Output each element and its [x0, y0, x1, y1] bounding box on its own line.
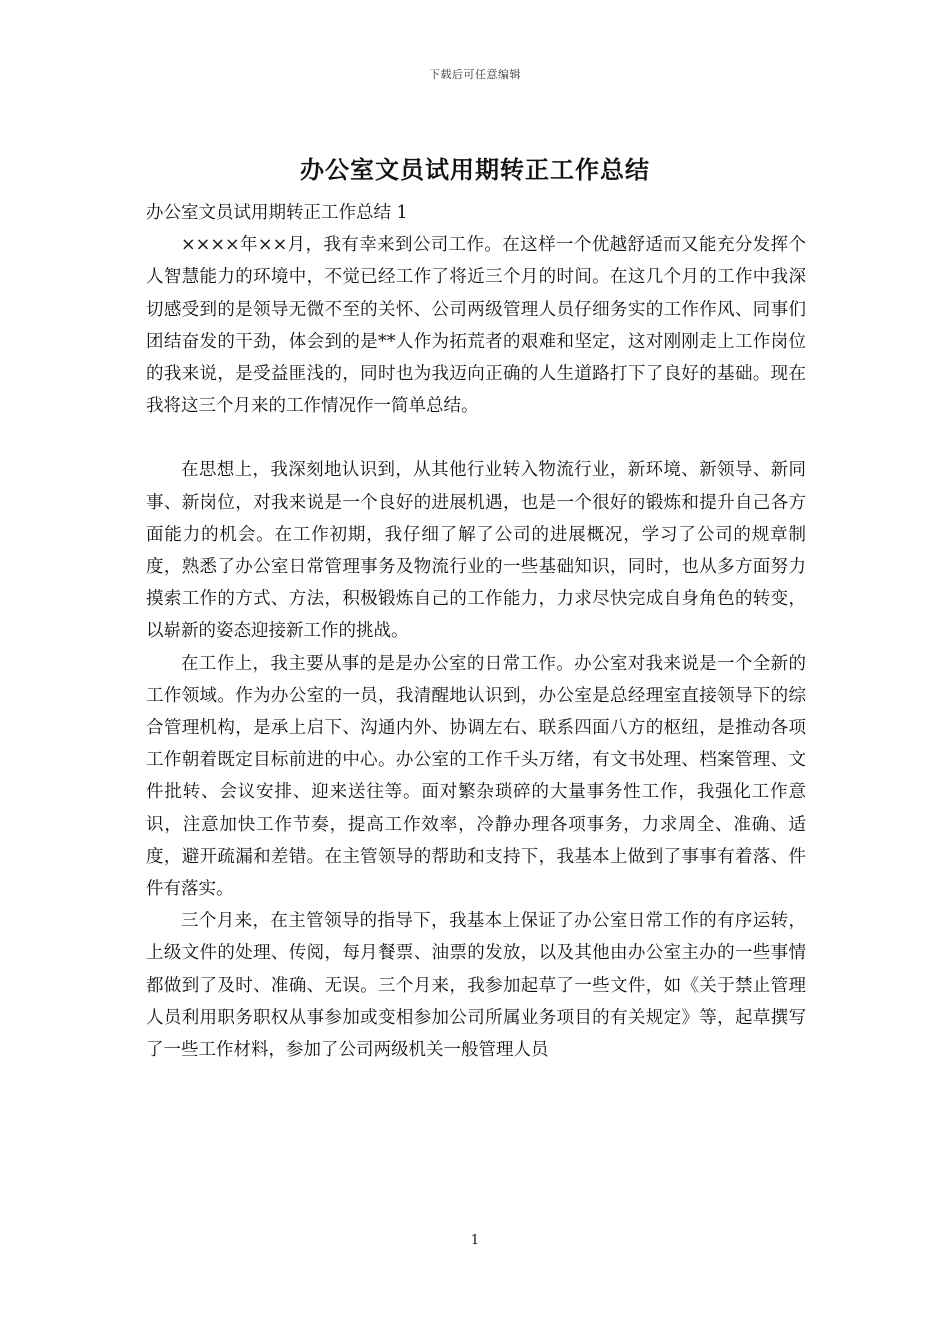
- paragraph-thought: 在思想上，我深刻地认识到，从其他行业转入物流行业，新环境、新领导、新同事、新岗位，对我来说是一个良好的进展机遇，也是一个很好的锻炼和提升自己各方面能力的机会。在工作初期，我仔细了解了公司的进展概况，学习了公司的规章制度，熟悉了办公室日常管理事务及物流行业的一些基础知识，同时，也从多方面努力摸索工作的方式、方法，积极锻炼自己的工作能力，力求尽快完成自身角色的转变，以崭新的姿态迎接新工作的挑战。: [146, 460, 806, 642]
- paragraph-three-months: 三个月来，在主管领导的指导下，我基本上保证了办公室日常工作的有序运转，上级文件的处理、传阅，每月餐票、油票的发放，以及其他由办公室主办的一些事情都做到了及时、准确、无误。三个月来，我参加起草了一些文件，如《关于禁止管理人员利用职务职权从事参加或变相参加公司所属业务项目的有关规定》等，起草撰写了一些工作材料，参加了公司两级机关一般管理人员: [146, 911, 806, 1061]
- page-number: 1: [470, 1233, 480, 1248]
- paragraph-intro: ××××年××月，我有幸来到公司工作。在这样一个优越舒适而又能充分发挥个人智慧能力的环境中，不觉已经工作了将近三个月的时间。在这几个月的工作中我深切感受到的是领导无微不至的关怀、公司两级管理人员仔细务实的工作作风、同事们团结奋发的干劲，体会到的是**人作为拓荒者的艰难和坚定，这对刚刚走上工作岗位的我来说，是受益匪浅的，同时也为我迈向正确的人生道路打下了良好的基础。现在我将这三个月来的工作情况作一简单总结。: [146, 235, 806, 417]
- document-body: [146, 197, 806, 1066]
- paragraph-work: 在工作上，我主要从事的是是办公室的日常工作。办公室对我来说是一个全新的工作领域。作为办公室的一员，我清醒地认识到，办公室是总经理室直接领导下的综合管理机构，是承上启下、沟通内外、协调左右、联系四面八方的枢纽，是推动各项工作朝着既定目标前进的中心。办公室的工作千头万绪，有文书处理、档案管理、文件批转、会议安排、迎来送往等。面对繁杂琐碎的大量事务性工作，我强化工作意识，注意加快工作节奏，提高工作效率，冷静办理各项事务，力求周全、准确、适度，避开疏漏和差错。在主管领导的帮助和支持下，我基本上做到了事事有着落、件件有落实。: [146, 653, 806, 900]
- header-note: 下载后可任意编辑: [429, 68, 521, 81]
- document-title: 办公室文员试用期转正工作总结: [300, 155, 650, 184]
- section-subtitle: 办公室文员试用期转正工作总结 1: [146, 203, 408, 223]
